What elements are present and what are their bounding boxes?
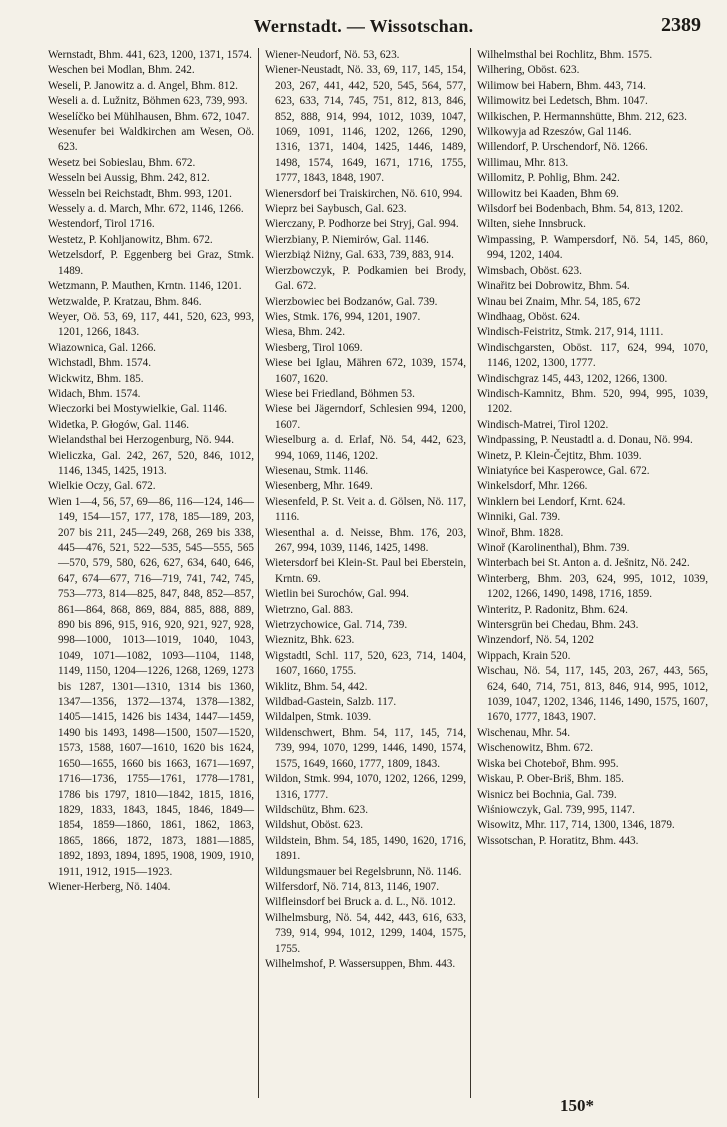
index-entry: Winau bei Znaim, Mhr. 54, 185, 672: [477, 295, 641, 308]
index-entry: Wietlin bei Surochów, Gal. 994.: [265, 588, 409, 601]
index-entry: Wickwitz, Bhm. 185.: [48, 372, 144, 385]
index-entry: Wiese bei Friedland, Böhmen 53.: [265, 387, 415, 400]
index-entry: Winkelsdorf, Mhr. 1266.: [477, 480, 588, 493]
page-number: 2389: [661, 14, 701, 36]
index-entry: Wierczany, P. Podhorze bei Stryj, Gal. 994.: [265, 218, 459, 231]
column-right: [470, 48, 708, 1098]
index-entry: Wieprz bei Saybusch, Gal. 623.: [265, 203, 407, 216]
index-entry: Wildon, Stmk. 994, 1070, 1202, 1266, 1299, 1316, 1777.: [265, 773, 466, 801]
index-entry: Wilhelmsburg, Nö. 54, 442, 443, 616, 633, 739, 914, 994, 1012, 1299, 1404, 1575, 1755.: [265, 911, 466, 955]
index-entry: Wippach, Krain 520.: [477, 649, 571, 662]
index-entry: Wetzwalde, P. Kratzau, Bhm. 846.: [48, 295, 202, 308]
index-entry: Wierzbiąż Niżny, Gal. 633, 739, 883, 914.: [265, 249, 454, 262]
index-entry: Wildshut, Oböst. 623.: [265, 819, 364, 832]
index-entry: Wernstadt, Bhm. 441, 623, 1200, 1371, 1574.: [48, 49, 252, 61]
index-entry: Wessely a. d. March, Mhr. 672, 1146, 1266.: [48, 203, 244, 216]
index-entry: Wierzbowczyk, P. Podkamien bei Brody, Gal. 672.: [265, 264, 466, 293]
index-entry: Wietrzychowice, Gal. 714, 739.: [265, 619, 408, 632]
index-entry: Wies, Stmk. 176, 994, 1201, 1907.: [265, 310, 421, 323]
index-entry: Wiener-Neudorf, Nö. 53, 623.: [265, 49, 400, 61]
index-entry: Wissotschan, P. Horatitz, Bhm. 443.: [477, 834, 639, 847]
index-entry: Widetka, P. Głogów, Gal. 1146.: [48, 418, 190, 431]
index-entry: Wischenowitz, Bhm. 672.: [477, 742, 594, 755]
index-entry: Windisch-Kamnitz, Bhm. 520, 994, 995, 1039, 1202.: [477, 387, 708, 416]
index-entry: Weyer, Oö. 53, 69, 117, 441, 520, 623, 993, 1201, 1266, 1843.: [48, 310, 254, 339]
index-entry: Wildschütz, Bhm. 623.: [265, 803, 369, 816]
signature-mark: 150*: [560, 1096, 594, 1115]
index-entry: Wietrzno, Gal. 883.: [265, 603, 354, 616]
index-entry: Wielkie Oczy, Gal. 672.: [48, 480, 156, 493]
index-entry: Wilimowitz bei Ledetsch, Bhm. 1047.: [477, 95, 648, 108]
index-entry: Wilten, siehe Innsbruck.: [477, 218, 586, 231]
index-entry: Wiesa, Bhm. 242.: [265, 326, 346, 339]
index-entry: Wimpassing, P. Wampersdorf, Nö. 54, 145, 860, 994, 1202, 1404.: [477, 233, 708, 262]
index-entry: Wesetz bei Sobieslau, Bhm. 672.: [48, 156, 196, 169]
index-entry: Wilkowyja ad Rzeszów, Gal 1146.: [477, 126, 632, 139]
index-entry: Winterberg, Bhm. 203, 624, 995, 1012, 1039, 1202, 1266, 1490, 1498, 1716, 1859.: [477, 572, 708, 601]
index-entry: Windhaag, Oböst. 624.: [477, 310, 581, 323]
index-entry: Wildbad-Gastein, Salzb. 117.: [265, 696, 397, 709]
index-entry: Wigstadtl, Schl. 117, 520, 623, 714, 1404, 1607, 1660, 1755.: [265, 649, 466, 678]
index-entry: Wieliczka, Gal. 242, 267, 520, 846, 1012, 1146, 1345, 1425, 1913.: [48, 449, 254, 477]
index-entry: Wielandsthal bei Herzogenburg, Nö. 944.: [48, 434, 235, 447]
index-entry: Wiesenthal a. d. Neisse, Bhm. 176, 203, 267, 994, 1039, 1146, 1425, 1498.: [265, 526, 466, 554]
index-entry: Winoř (Karolinenthal), Bhm. 739.: [477, 542, 630, 554]
index-entry: Wintersgrün bei Chedau, Bhm. 243.: [477, 619, 639, 632]
index-entry: Wieczorki bei Mostywielkie, Gal. 1146.: [48, 403, 228, 416]
index-entry: Wildstein, Bhm. 54, 185, 1490, 1620, 1716, 1891.: [265, 834, 466, 863]
index-entry: Wietersdorf bei Klein-St. Paul bei Eberstein, Krntn. 69.: [265, 557, 466, 585]
index-entry: Wilhelmshof, P. Wassersuppen, Bhm. 443.: [265, 957, 456, 970]
index-entry: Wichstadl, Bhm. 1574.: [48, 357, 152, 370]
index-entry: Windischgarsten, Oböst. 117, 624, 994, 1070, 1146, 1202, 1300, 1777.: [477, 341, 708, 370]
index-entry: Wischenau, Mhr. 54.: [477, 726, 571, 739]
index-entry: Wiese bei Iglau, Mähren 672, 1039, 1574, 1607, 1620.: [265, 357, 466, 385]
index-entry: Wilkischen, P. Hermannshütte, Bhm. 212, 623.: [477, 110, 687, 123]
running-title: Wernstadt. — Wissotschan.: [253, 16, 474, 36]
index-entry: Winklern bei Lendorf, Krnt. 624.: [477, 495, 626, 508]
column-left: [48, 48, 258, 1098]
index-entry: Windisch-Feistritz, Stmk. 217, 914, 1111.: [477, 326, 664, 339]
index-entry: Wilfersdorf, Nö. 714, 813, 1146, 1907.: [265, 880, 440, 893]
index-entry: Winterbach bei St. Anton a. d. Ješnitz, Nö. 242.: [477, 557, 690, 570]
index-entry: Wetzmann, P. Mauthen, Krntn. 1146, 1201.: [48, 280, 242, 293]
index-entry: Wilfleinsdorf bei Bruck a. d. L., Nö. 1012.: [265, 896, 456, 909]
index-entry: Wilimow bei Habern, Bhm. 443, 714.: [477, 79, 646, 92]
index-entry: Windpassing, P. Neustadtl a. d. Donau, Nö. 994.: [477, 434, 693, 447]
index-entry: Wiesenfeld, P. St. Veit a. d. Gölsen, Nö. 117, 1116.: [265, 495, 466, 524]
index-entry: Wiener-Herberg, Nö. 1404.: [48, 880, 171, 893]
index-entry: Wischau, Nö. 54, 117, 145, 203, 267, 443, 565, 624, 640, 714, 751, 813, 846, 914, 995, 1012, 1039, 1047, 1202, 1346, 1146, 1490, 1575, 1607, 1670, 1777, 1843, 1907.: [477, 665, 708, 724]
index-entry: Winzendorf, Nö. 54, 1202: [477, 634, 594, 647]
index-entry: Weschen bei Modlan, Bhm. 242.: [48, 64, 195, 77]
index-entry: Wiesenau, Stmk. 1146.: [265, 464, 369, 477]
index-entry: Willimau, Mhr. 813.: [477, 156, 569, 169]
index-entry: Weseli a. d. Lužnitz, Böhmen 623, 739, 993.: [48, 95, 248, 108]
index-entry: Willendorf, P. Urschendorf, Nö. 1266.: [477, 141, 648, 154]
index-entry: Wierzbowiec bei Bodzanów, Gal. 739.: [265, 295, 438, 308]
index-entry: Weselíčko bei Mühlhausen, Bhm. 672, 1047.: [48, 110, 250, 123]
index-entry: Winařitz bei Dobrowitz, Bhm. 54.: [477, 280, 630, 293]
index-entry: Wildalpen, Stmk. 1039.: [265, 711, 372, 724]
index-entry: Wimsbach, Oböst. 623.: [477, 264, 582, 277]
index-entry: Wiklitz, Bhm. 54, 442.: [265, 680, 368, 693]
index-entry: Wiska bei Choteboř, Bhm. 995.: [477, 757, 619, 770]
index-entry: Wieznitz, Bhk. 623.: [265, 634, 355, 647]
index-entry: Winetz, P. Klein-Čejtitz, Bhm. 1039.: [477, 449, 642, 462]
index-entry: Wetzelsdorf, P. Eggenberg bei Graz, Stmk. 1489.: [48, 249, 254, 277]
index-entry: Windisch-Matrei, Tirol 1202.: [477, 418, 609, 431]
index-entry: Wisnicz bei Bochnia, Gal. 739.: [477, 788, 617, 801]
index-entry: Widach, Bhm. 1574.: [48, 387, 141, 400]
index-entry: Winiatyńce bei Kasperowce, Gal. 672.: [477, 464, 650, 477]
index-entry: Wesenufer bei Waldkirchen am Wesen, Oö. 623.: [48, 126, 254, 154]
page-header: [0, 14, 727, 42]
index-entry: Wien 1—4, 56, 57, 69—86, 116—124, 146—149, 154—157, 177, 178, 185—189, 203, 207 bis 211, 245—249, 268, 269 bis 338, 445—476, 521, 522—535, 545—555, 565—570, 579, 580, 626, 627, 634, 640, 646, 647, 674—677, 716—719, 741, 742, 745, 753—773, 814—825, 847, 848, 852—857, 861—864, 868, 869, 884, 885, 888, 889, 890 bis 896, 915, 916, 920, 921, 927, 928, 998—1000, 1013—1019, 1040, 1043, 1049, 1071—1082, 1093—1104, 1148, 1149, 1150, 1204—1226, 1268, 1269, 1273 bis 1287, 1301—1310, 1314 bis 1360, 1347—1356, 1372—1374, 1378—1382, 1405—1415, 1426 bis 1434, 1447—1459, 1490 bis 1493, 1498—1500, 1507—1520, 1573, 1588, 1607—1610, 1620 bis 1624, 1650—1655, 1660 bis 1663, 1671—1697, 1716—1736, 1755—1761, 1778—1781, 1786 bis 1797, 1810—1842, 1815, 1816, 1829, 1833, 1843, 1845, 1846, 1849—1854, 1859—1860, 1861, 1862, 1863, 1865, 1866, 1872, 1873, 1881—1885, 1892, 1893, 1894, 1895, 1908, 1909, 1910, 1911, 1912, 1915—1923.: [48, 495, 254, 878]
index-entry: Windischgraz 145, 443, 1202, 1266, 1300.: [477, 372, 668, 385]
index-entry: Wiesberg, Tirol 1069.: [265, 341, 363, 354]
index-entry: Wiener-Neustadt, Nö. 33, 69, 117, 145, 154, 203, 267, 441, 442, 520, 545, 564, 577, 623, 633, 714, 745, 751, 812, 813, 846, 852, 888, 914, 994, 1012, 1039, 1047, 1069, 1091, 1146, 1202, 1266, 1290, 1316, 1371, 1404, 1425, 1446, 1489, 1498, 1574, 1649, 1671, 1716, 1755, 1777, 1843, 1848, 1907.: [265, 64, 466, 185]
column-middle: [258, 48, 470, 1098]
index-entry: Weseli, P. Janowitz a. d. Angel, Bhm. 812.: [48, 79, 238, 92]
index-entry: Wildungsmauer bei Regelsbrunn, Nö. 1146.: [265, 865, 462, 878]
index-entry: Wesseln bei Reichstadt, Bhm. 993, 1201.: [48, 187, 232, 200]
index-entry: Westendorf, Tirol 1716.: [48, 218, 155, 231]
index-entry: Wiskau, P. Ober-Briš, Bhm. 185.: [477, 773, 624, 786]
index-entry: Winteritz, P. Radonitz, Bhm. 624.: [477, 603, 628, 616]
index-entry: Wierzbiany, P. Niemirów, Gal. 1146.: [265, 233, 429, 246]
index-entry: Wildenschwert, Bhm. 54, 117, 145, 714, 739, 994, 1070, 1299, 1446, 1490, 1574, 1575, 1649, 1660, 1777, 1809, 1843.: [265, 726, 466, 770]
index-entry: Wiesenberg, Mhr. 1649.: [265, 480, 373, 493]
index-entry: Wesseln bei Aussig, Bhm. 242, 812.: [48, 172, 210, 185]
index-entry: Winniki, Gal. 739.: [477, 511, 561, 524]
index-entry: Westetz, P. Kohljanowitz, Bhm. 672.: [48, 233, 213, 246]
index-entry: Wilsdorf bei Bodenbach, Bhm. 54, 813, 1202.: [477, 203, 684, 216]
index-entry: Wiazownica, Gal. 1266.: [48, 341, 156, 354]
index-entry: Wienersdorf bei Traiskirchen, Nö. 610, 994.: [265, 187, 463, 200]
index-entry: Wiese bei Jägerndorf, Schlesien 994, 1200, 1607.: [265, 403, 466, 431]
index-entry: Wilhelmsthal bei Rochlitz, Bhm. 1575.: [477, 49, 653, 61]
index-entry: Winoř, Bhm. 1828.: [477, 526, 564, 539]
index-entry: Willomitz, P. Pohlig, Bhm. 242.: [477, 172, 620, 185]
index-entry: Wisowitz, Mhr. 117, 714, 1300, 1346, 1879.: [477, 819, 675, 832]
index-entry: Wilhering, Oböst. 623.: [477, 64, 580, 77]
index-entry: Wiśniowczyk, Gal. 739, 995, 1147.: [477, 803, 635, 816]
index-columns: [48, 48, 708, 1098]
index-entry: Wieselburg a. d. Erlaf, Nö. 54, 442, 623, 994, 1069, 1146, 1202.: [265, 434, 466, 462]
index-entry: Willowitz bei Kaaden, Bhm 69.: [477, 187, 619, 200]
